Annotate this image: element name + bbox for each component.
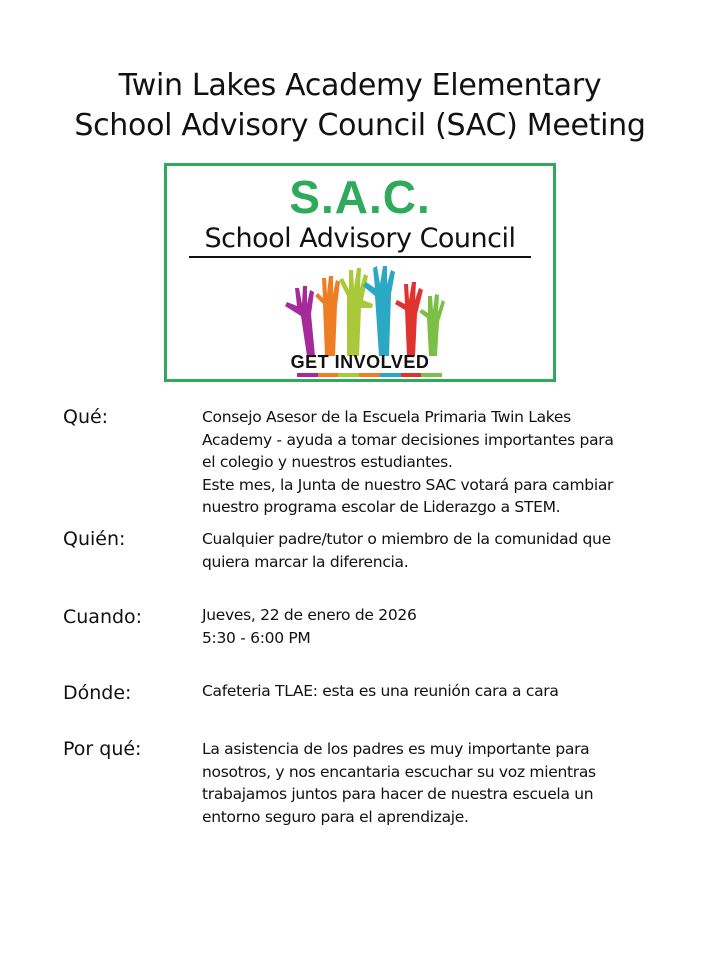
raised-hands-icon <box>277 266 447 356</box>
detail-line: quiera marcar la diferencia. <box>202 552 409 571</box>
detail-line: 5:30 - 6:00 PM <box>202 628 311 647</box>
detail-line: Consejo Asesor de la Escuela Primaria Twin Lakes <box>202 408 571 426</box>
detail-line: nuestro programa escolar de Liderazgo a STEM. <box>202 498 561 516</box>
color-stripe <box>297 373 442 377</box>
detail-line: trabajamos juntos para hacer de nuestra escuela un <box>202 785 594 803</box>
logo-tagline: GET INVOLVED <box>290 352 430 372</box>
detail-line: el colegio y nuestros estudiantes. <box>202 453 453 471</box>
detail-line: Este mes, la Junta de nuestro SAC votará para cambiar <box>202 475 614 494</box>
detail-label: Qué: <box>63 406 109 428</box>
detail-line: Academy - ayuda a tomar decisiones importantes para <box>202 430 614 449</box>
detail-line: Cualquier padre/tutor o miembro de la comunidad que <box>202 530 611 548</box>
title-line-1: Twin Lakes Academy Elementary <box>118 68 602 103</box>
detail-line: entorno seguro para el aprendizaje. <box>202 807 469 826</box>
detail-label: Dónde: <box>63 682 132 704</box>
title-line-2: School Advisory Council (SAC) Meeting <box>74 108 646 143</box>
detail-line: La asistencia de los padres es muy importante para <box>202 740 590 758</box>
logo-acronym: S.A.C. <box>289 171 431 223</box>
sac-logo <box>164 163 556 382</box>
detail-value <box>202 604 662 649</box>
detail-label: Por qué: <box>63 738 142 760</box>
detail-value <box>202 680 662 703</box>
detail-value <box>202 738 662 828</box>
detail-line: Jueves, 22 de enero de 2026 <box>202 606 417 624</box>
detail-label: Cuando: <box>63 606 143 628</box>
page-title <box>0 66 720 146</box>
logo-subtitle: School Advisory Council <box>189 223 531 258</box>
detail-line: Cafeteria TLAE: esta es una reunión cara a cara <box>202 682 559 700</box>
detail-value <box>202 528 662 573</box>
detail-label: Quién: <box>63 528 126 550</box>
detail-value <box>202 406 662 519</box>
detail-line: nosotros, y nos encantaria escuchar su voz mientras <box>202 762 596 781</box>
